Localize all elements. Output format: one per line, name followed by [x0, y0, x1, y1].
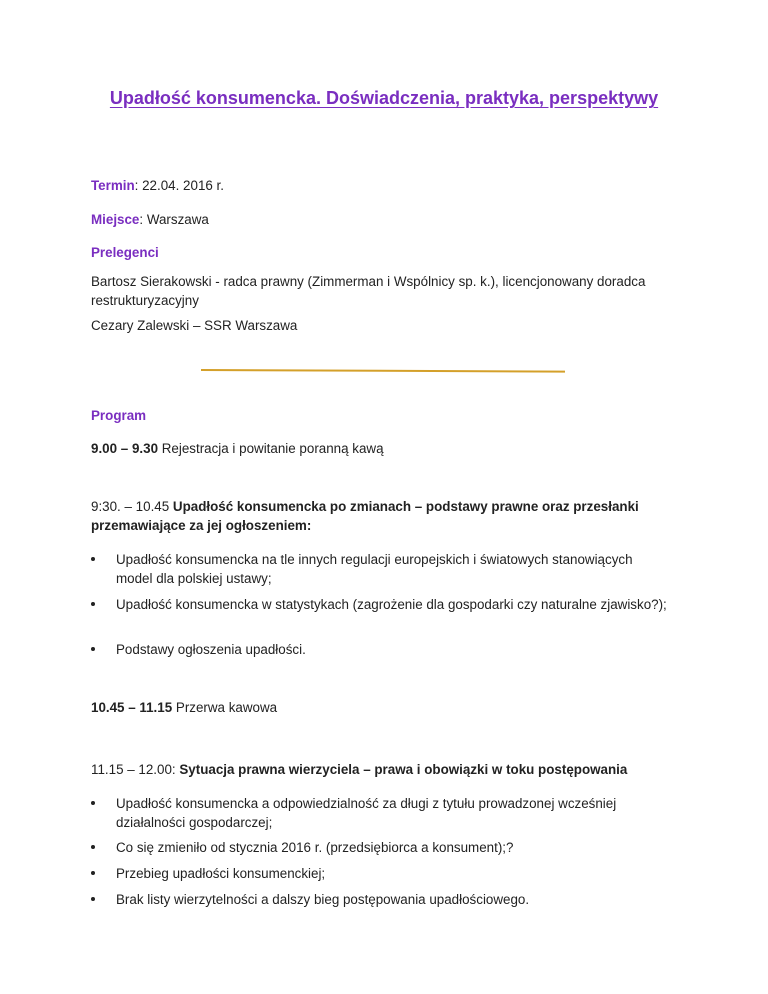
session-2-title: Upadłość konsumencka po zmianach – podstawy prawne oraz przesłanki przemawiające za jej ogłoszeniem:: [91, 499, 639, 533]
session-4-title: Sytuacja prawna wierzyciela – prawa i obowiązki w toku postępowania: [179, 762, 628, 777]
bullet-icon: [91, 602, 95, 606]
bullet-icon: [91, 557, 95, 561]
list-item-text: Upadłość konsumencka w statystykach (zagrożenie dla gospodarki czy naturalne zjawisko?);: [116, 597, 667, 612]
miejsce-line: [91, 210, 691, 229]
list-item-text: Przebieg upadłości konsumenckiej;: [116, 866, 326, 881]
session-1-text: Rejestracja i powitanie poranną kawą: [158, 441, 384, 456]
termin-label: Termin: [91, 178, 135, 193]
session-3: [91, 698, 691, 717]
session-3-time: 10.45 – 11.15: [91, 700, 173, 715]
bullet-icon: [91, 897, 95, 901]
session-3-text: Przerwa kawowa: [172, 700, 278, 715]
speaker-1: Bartosz Sierakowski - radca prawny (Zimmerman i Wspólnicy sp. k.), licencjonowany doradca restrukturyzacyjny: [91, 274, 646, 308]
list-item-text: Upadłość konsumencka a odpowiedzialność za długi z tytułu prowadzonej wcześniej działalności gospodarczej;: [116, 796, 617, 830]
program-label: Program: [91, 408, 147, 423]
session-1: [91, 439, 691, 458]
termin-value: : 22.04. 2016 r.: [134, 178, 224, 193]
document-title: Upadłość konsumencka. Doświadczenia, praktyka, perspektywy: [109, 88, 659, 108]
list-item-text: Co się zmieniło od stycznia 2016 r. (przedsiębiorca a konsument);?: [116, 840, 514, 855]
section-divider: [201, 369, 565, 373]
session-2-time: 9:30. – 10.45: [91, 499, 173, 514]
bullet-icon: [91, 647, 95, 651]
miejsce-value: : Warszawa: [139, 212, 209, 227]
bullet-icon: [91, 871, 95, 875]
bullet-icon: [91, 801, 95, 805]
session-1-time: 9.00 – 9.30: [91, 441, 159, 456]
prelegenci-heading: [91, 243, 691, 262]
prelegenci-label: Prelegenci: [91, 245, 159, 260]
list-item-text: Podstawy ogłoszenia upadłości.: [116, 642, 306, 657]
speaker-2: Cezary Zalewski – SSR Warszawa: [91, 318, 298, 333]
termin-line: [91, 176, 691, 195]
bullet-icon: [91, 845, 95, 849]
list-item-text: Brak listy wierzytelności a dalszy bieg postępowania upadłościowego.: [116, 892, 530, 907]
session-4-time: 11.15 – 12.00:: [91, 762, 180, 777]
session-4: [91, 760, 691, 779]
miejsce-label: Miejsce: [91, 212, 140, 227]
session-2: [91, 497, 651, 535]
list-item-text: Upadłość konsumencka na tle innych regulacji europejskich i światowych stanowiących model dla polskiej ustawy;: [116, 552, 633, 586]
program-heading: [91, 406, 691, 425]
